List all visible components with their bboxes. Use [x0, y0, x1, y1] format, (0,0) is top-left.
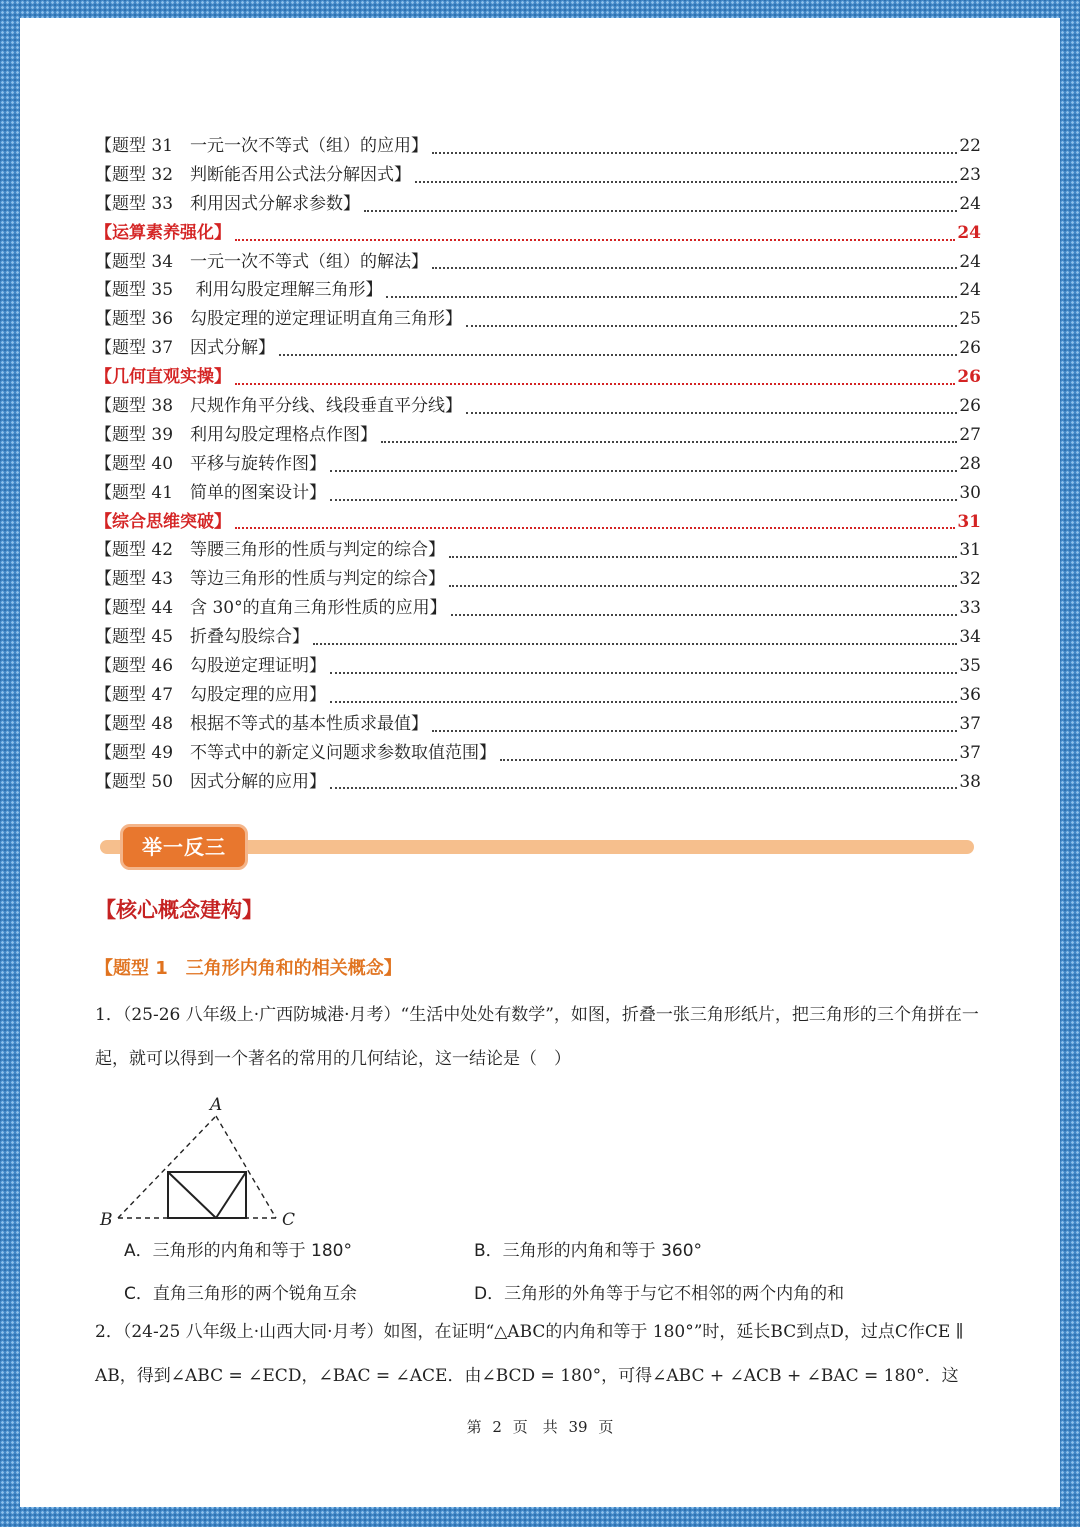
- toc-entry[interactable]: [95, 334, 981, 363]
- toc-entry-page: 24: [959, 280, 981, 301]
- toc-section-entry[interactable]: [95, 219, 981, 248]
- toc-entry-page: 24: [959, 251, 981, 272]
- toc-entry[interactable]: [95, 392, 981, 421]
- toc-entry-page: 37: [959, 742, 981, 763]
- toc-leader-dots: [330, 498, 957, 501]
- footer-middle: 页 共: [512, 1418, 558, 1436]
- toc-section-entry[interactable]: [95, 508, 981, 537]
- toc-entry-page: 24: [957, 222, 981, 243]
- toc-leader-dots: [432, 266, 957, 269]
- toc-leader-dots: [500, 758, 957, 761]
- toc-entry[interactable]: [95, 565, 981, 594]
- toc-entry-title: 【题型 42 等腰三角形的性质与判定的综合】: [95, 540, 446, 561]
- toc-leader-dots: [313, 642, 957, 645]
- toc-leader-dots: [386, 295, 957, 298]
- toc-entry[interactable]: [95, 479, 981, 508]
- toc-leader-dots: [364, 209, 957, 212]
- label-a: A: [210, 1095, 223, 1115]
- toc-entry[interactable]: [95, 132, 981, 161]
- toc-entry-title: 【题型 41 简单的图案设计】: [95, 482, 327, 503]
- toc-entry[interactable]: [95, 623, 981, 652]
- option-d[interactable]: D．三角形的外角等于与它不相邻的两个内角的和: [474, 1284, 845, 1304]
- toc-entry-title: 【题型 32 判断能否用公式法分解因式】: [95, 164, 412, 185]
- toc-entry[interactable]: [95, 248, 981, 277]
- toc-entry-page: 38: [959, 771, 981, 792]
- toc-entry-title: 【题型 36 勾股定理的逆定理证明直角三角形】: [95, 309, 463, 330]
- toc-entry-page: 37: [959, 713, 981, 734]
- toc-entry[interactable]: [95, 594, 981, 623]
- toc-entry[interactable]: [95, 421, 981, 450]
- toc-section-entry[interactable]: [95, 363, 981, 392]
- toc-entry-page: 31: [957, 511, 981, 532]
- toc-leader-dots: [466, 411, 957, 414]
- toc-leader-dots: [279, 353, 957, 356]
- toc-entry[interactable]: [95, 305, 981, 334]
- folded-rectangle: [168, 1172, 246, 1218]
- toc-leader-dots: [330, 469, 957, 472]
- toc-entry-page: 23: [959, 164, 981, 185]
- toc-entry-title: 【题型 47 勾股定理的应用】: [95, 684, 327, 705]
- triangle-fold-figure: [98, 1088, 318, 1238]
- question-2-text: 2．（24-25 八年级上·山西大同·月考）如图，在证明“△ABC的内角和等于 180°”时，延长BC到点D，过点C作CE ∥ AB，得到∠ABC = ∠ECD，∠BAC = ∠ACE．由∠BCD = 180°，可得∠ABC + ∠ACB + ∠BAC = 180°．这: [95, 1322, 964, 1386]
- footer-prefix: 第: [466, 1418, 482, 1436]
- toc-leader-dots: [330, 786, 957, 789]
- toc-entry-page: 35: [959, 656, 981, 677]
- toc-entry-title: 【题型 50 因式分解的应用】: [95, 771, 327, 792]
- toc-entry-page: 34: [959, 627, 981, 648]
- toc-leader-dots: [432, 151, 957, 154]
- toc-entry[interactable]: [95, 739, 981, 768]
- toc-entry[interactable]: [95, 450, 981, 479]
- toc-entry-page: 26: [959, 396, 981, 416]
- toc-leader-dots: [415, 180, 957, 183]
- fold-line-left: [168, 1172, 216, 1218]
- toc-entry[interactable]: [95, 190, 981, 219]
- toc-entry-page: 33: [959, 598, 981, 619]
- toc-entry[interactable]: [95, 710, 981, 739]
- toc-entry[interactable]: [95, 652, 981, 681]
- toc-entry-title: 【题型 38 尺规作角平分线、线段垂直平分线】: [95, 396, 463, 416]
- toc-entry-page: 31: [959, 540, 981, 561]
- toc-leader-dots: [235, 238, 955, 241]
- toc-entry-page: 26: [959, 338, 981, 359]
- section-banner-label: 举一反三: [120, 824, 248, 870]
- option-b[interactable]: B．三角形的内角和等于 360°: [474, 1241, 703, 1261]
- toc-leader-dots: [432, 729, 957, 732]
- toc-entry-title: 【题型 45 折叠勾股综合】: [95, 627, 310, 648]
- toc-leader-dots: [330, 700, 957, 703]
- toc-entry-page: 30: [959, 482, 981, 503]
- toc-entry-title: 【题型 34 一元一次不等式（组）的解法】: [95, 251, 429, 272]
- footer-suffix: 页: [598, 1418, 614, 1436]
- toc-entry-title: 【题型 37 因式分解】: [95, 338, 276, 359]
- toc-entry-page: 25: [959, 309, 981, 330]
- toc-entry-title: 【题型 44 含 30°的直角三角形性质的应用】: [95, 598, 447, 619]
- toc-entry-page: 28: [959, 453, 981, 474]
- toc-entry[interactable]: [95, 681, 981, 710]
- question-type-heading: 【题型 1 三角形内角和的相关概念】: [95, 958, 402, 979]
- toc-entry[interactable]: [95, 768, 981, 797]
- toc-entry-page: 27: [959, 424, 981, 445]
- label-b: B: [100, 1210, 113, 1230]
- question-1-text: 1．（25-26 八年级上·广西防城港·月考）“生活中处处有数学”，如图，折叠一张三角形纸片，把三角形的三个角拼在一起，就可以得到一个著名的常用的几何结论，这一结论是（ ）: [95, 1005, 979, 1069]
- toc-entry-title: 【综合思维突破】: [95, 511, 231, 532]
- document-page: [20, 18, 1060, 1507]
- toc-entry-title: 【题型 48 根据不等式的基本性质求最值】: [95, 713, 429, 734]
- toc-leader-dots: [235, 526, 955, 529]
- core-concept-heading: 【核心概念建构】: [95, 898, 263, 922]
- fold-line-right: [216, 1172, 246, 1218]
- toc-entry-title: 【题型 49 不等式中的新定义问题求参数取值范围】: [95, 742, 497, 763]
- toc-entry-title: 【题型 46 勾股逆定理证明】: [95, 656, 327, 677]
- toc-entry-title: 【运算素养强化】: [95, 222, 231, 243]
- toc-entry[interactable]: [95, 276, 981, 305]
- toc-entry-title: 【几何直观实操】: [95, 367, 231, 388]
- toc-entry-title: 【题型 40 平移与旋转作图】: [95, 453, 327, 474]
- toc-entry[interactable]: [95, 536, 981, 565]
- toc-leader-dots: [466, 324, 957, 327]
- toc-entry-title: 【题型 31 一元一次不等式（组）的应用】: [95, 135, 429, 156]
- toc-entry-title: 【题型 33 利用因式分解求参数】: [95, 193, 361, 214]
- toc-entry-title: 【题型 39 利用勾股定理格点作图】: [95, 424, 378, 445]
- table-of-contents: [95, 132, 981, 796]
- toc-leader-dots: [451, 613, 958, 616]
- toc-leader-dots: [449, 584, 957, 587]
- toc-leader-dots: [330, 671, 957, 674]
- toc-leader-dots: [381, 440, 957, 443]
- toc-entry-page: 22: [959, 135, 981, 156]
- toc-leader-dots: [235, 382, 955, 385]
- toc-entry-page: 36: [959, 684, 981, 705]
- label-c: C: [282, 1210, 296, 1230]
- option-a[interactable]: A．三角形的内角和等于 180°: [124, 1241, 352, 1261]
- toc-leader-dots: [449, 555, 957, 558]
- toc-entry[interactable]: [95, 161, 981, 190]
- footer-total-pages: 39: [568, 1418, 588, 1436]
- option-c[interactable]: C．直角三角形的两个锐角互余: [124, 1284, 357, 1304]
- toc-entry-title: 【题型 35 利用勾股定理解三角形】: [95, 280, 383, 301]
- footer-page-number: 2: [492, 1418, 502, 1436]
- page-footer: [20, 1416, 1060, 1437]
- toc-entry-page: 24: [959, 193, 981, 214]
- toc-entry-page: 26: [957, 367, 981, 388]
- toc-entry-title: 【题型 43 等边三角形的性质与判定的综合】: [95, 569, 446, 590]
- toc-entry-page: 32: [959, 569, 981, 590]
